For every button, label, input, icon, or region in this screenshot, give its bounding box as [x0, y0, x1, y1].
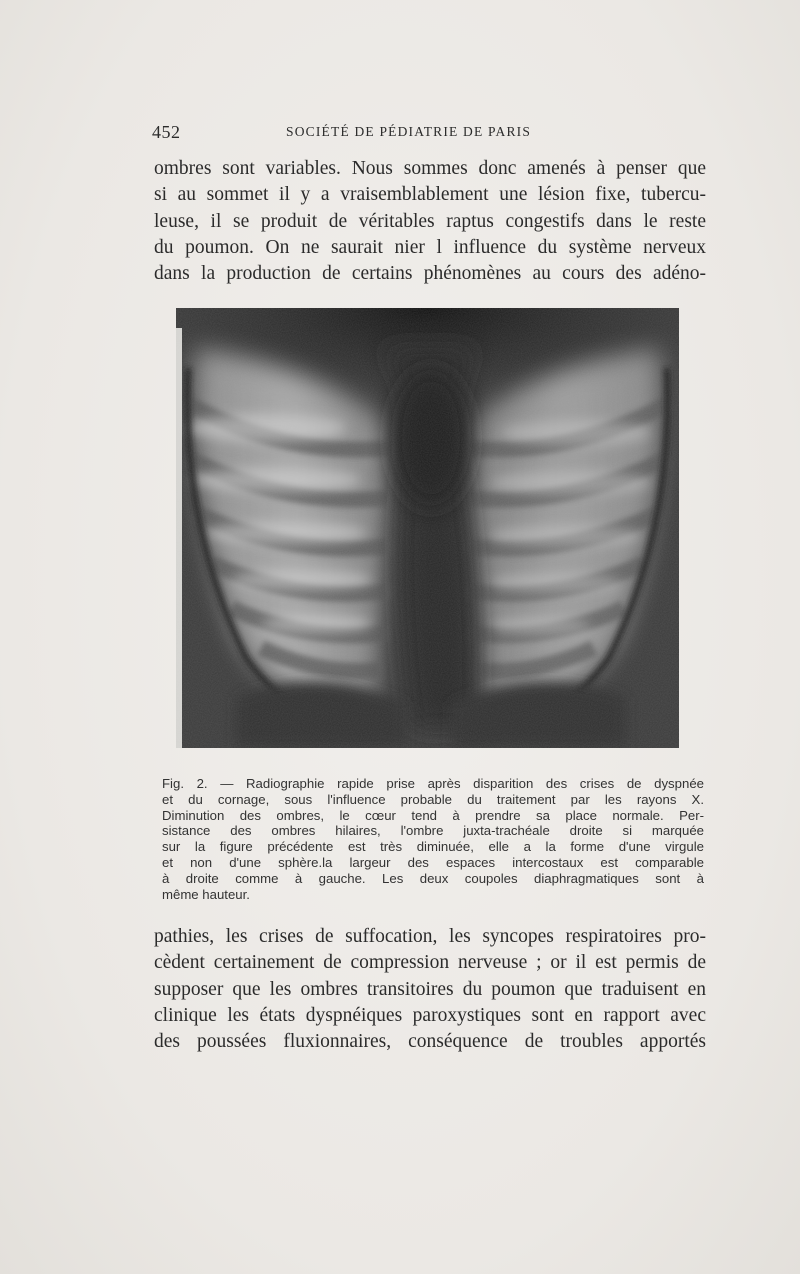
paragraph-top	[154, 156, 706, 287]
caption-line: sistance des ombres hilaires, l'ombre juxta-trachéale droite si marquée	[162, 823, 704, 839]
text-line: dans la production de certains phénomènes au cours des adéno-	[154, 263, 706, 285]
text-line: supposer que les ombres transitoires du poumon que traduisent en	[154, 978, 706, 1000]
text-line: du poumon. On ne saurait nier l influence du système nerveux	[154, 236, 706, 258]
radiograph-image	[176, 308, 679, 748]
caption-line: à droite comme à gauche. Les deux coupoles diaphragmatiques sont à	[162, 870, 704, 886]
running-head: SOCIÉTÉ DE PÉDIATRIE DE PARIS	[286, 124, 532, 139]
text-line: si au sommet il y a vraisemblablement une lésion fixe, tubercu-	[154, 184, 706, 206]
text-line: clinique les états dyspnéiques paroxystiques sont en rapport avec	[154, 1004, 706, 1026]
caption-line: même hauteur.	[162, 886, 250, 902]
page-number: 452	[152, 122, 181, 142]
paragraph-bottom	[154, 924, 706, 1055]
caption-line: Fig. 2. — Radiographie rapide prise après disparition des crises de dyspnée	[162, 776, 704, 791]
figure-caption	[162, 776, 704, 902]
caption-line: et du cornage, sous l'influence probable du traitement par les rayons X.	[162, 791, 704, 807]
text-line: des poussées fluxionnaires, conséquence de troubles apportés	[154, 1031, 706, 1053]
page-header	[152, 122, 704, 144]
text-line: ombres sont variables. Nous sommes donc amenés à penser que	[154, 158, 706, 179]
caption-line: Diminution des ombres, le cœur tend à prendre sa place normale. Per-	[162, 807, 704, 823]
text-line: leuse, il se produit de véritables raptus congestifs dans le reste	[154, 210, 706, 232]
chest-radiograph-figure	[176, 308, 679, 748]
text-line: cèdent certainement de compression nerveuse ; or il est permis de	[154, 952, 706, 974]
caption-line: et non d'une sphère.la largeur des espaces intercostaux est comparable	[162, 854, 704, 870]
text-line: pathies, les crises de suffocation, les syncopes respiratoires pro-	[154, 926, 706, 947]
caption-line: sur la figure précédente est très diminuée, elle a la forme d'une virgule	[162, 839, 704, 855]
